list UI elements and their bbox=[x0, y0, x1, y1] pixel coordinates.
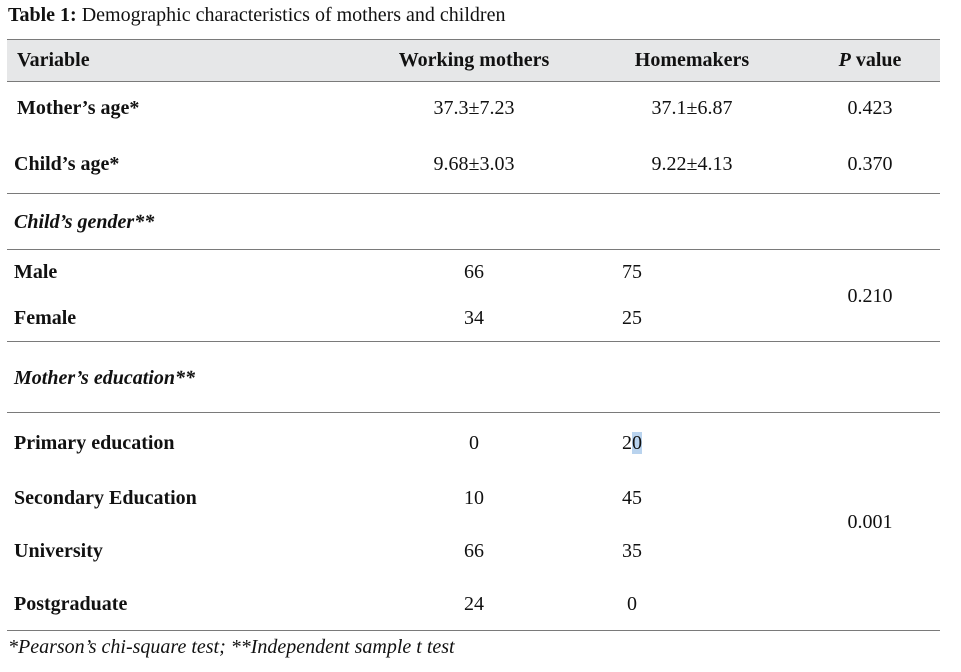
table-caption-label: Table 1: bbox=[8, 4, 77, 26]
cell-male-homemakers: 75 bbox=[622, 261, 642, 283]
section-rule-education-top bbox=[7, 341, 940, 342]
cell-secondary-homemakers: 45 bbox=[622, 487, 642, 509]
cell-childs-age-working: 9.68±3.03 bbox=[433, 153, 515, 175]
header-working-mothers: Working mothers bbox=[398, 49, 550, 71]
cell-childs-age-homemakers: 9.22±4.13 bbox=[651, 153, 733, 175]
row-label-male: Male bbox=[14, 261, 58, 283]
cell-secondary-working: 10 bbox=[464, 487, 484, 509]
cell-university-working: 66 bbox=[464, 540, 484, 562]
cell-mothers-age-working: 37.3±7.23 bbox=[433, 97, 515, 119]
cell-female-homemakers: 25 bbox=[622, 307, 642, 329]
cell-gender-p: 0.210 bbox=[847, 285, 893, 307]
section-rule-gender-bottom bbox=[7, 249, 940, 250]
row-label-university: University bbox=[14, 540, 103, 562]
row-label-childs-age: Child’s age* bbox=[14, 153, 120, 175]
table-caption-text: Demographic characteristics of mothers and children bbox=[76, 4, 506, 26]
section-label-mothers-education: Mother’s education** bbox=[14, 367, 195, 389]
cell-mothers-age-p: 0.423 bbox=[847, 97, 893, 119]
header-p-rest: value bbox=[850, 49, 902, 71]
header-p-italic: P bbox=[838, 49, 851, 71]
cell-female-working: 34 bbox=[464, 307, 484, 329]
section-rule-gender-top bbox=[7, 193, 940, 194]
table-caption bbox=[8, 2, 505, 28]
cell-primary-working: 0 bbox=[469, 432, 479, 454]
table-top-rule bbox=[7, 39, 940, 40]
row-label-secondary-education: Secondary Education bbox=[14, 487, 197, 509]
row-label-primary-education: Primary education bbox=[14, 432, 175, 454]
row-label-postgraduate: Postgraduate bbox=[14, 593, 128, 615]
cell-childs-age-p: 0.370 bbox=[847, 153, 893, 175]
table-footnote: *Pearson’s chi-square test; **Independent sample t test bbox=[8, 636, 455, 658]
section-rule-education-bottom bbox=[7, 412, 940, 413]
header-p-value bbox=[839, 48, 902, 72]
cell-primary-homemakers-digit-1: 2 bbox=[622, 432, 632, 454]
cell-postgraduate-homemakers: 0 bbox=[627, 593, 637, 615]
cell-education-p: 0.001 bbox=[847, 511, 893, 533]
cell-mothers-age-homemakers: 37.1±6.87 bbox=[651, 97, 733, 119]
cell-university-homemakers: 35 bbox=[622, 540, 642, 562]
cell-primary-homemakers bbox=[622, 431, 642, 455]
cell-postgraduate-working: 24 bbox=[464, 593, 484, 615]
header-homemakers: Homemakers bbox=[634, 49, 750, 71]
section-label-childs-gender: Child’s gender** bbox=[14, 211, 155, 233]
table-header-rule bbox=[7, 81, 940, 82]
row-label-female: Female bbox=[14, 307, 77, 329]
row-label-mothers-age: Mother’s age* bbox=[17, 97, 140, 119]
table-bottom-rule bbox=[7, 630, 940, 631]
header-variable: Variable bbox=[17, 49, 90, 71]
cell-male-working: 66 bbox=[464, 261, 484, 283]
text-selection-highlight: 0 bbox=[632, 432, 642, 454]
